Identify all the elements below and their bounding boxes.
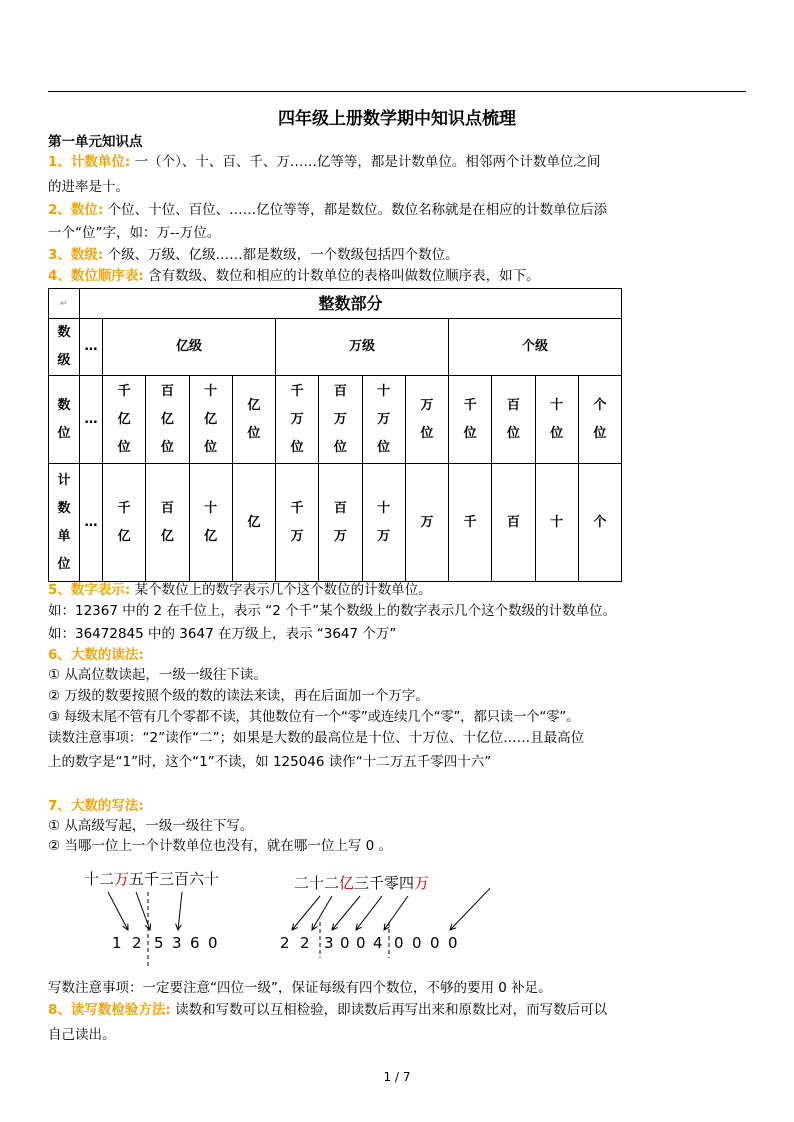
place-value-table (48, 288, 622, 582)
item-6-rule-3: ③ 每级末尾不管有几个零都不读，其他数位有一个“零”或连续几个“零”，都只读一个“零”。 (48, 709, 580, 725)
place-row (49, 376, 622, 464)
figure-left-digit: 0 (208, 934, 218, 952)
unit-row-label: 计 数 单 位 (49, 464, 80, 582)
item-5-text: 某个数位上的数字表示几个这个数位的计数单位。 (134, 582, 432, 598)
unit-cell: 万 (405, 464, 448, 582)
place-cell: 百 万 位 (319, 376, 362, 464)
item-6-note-a: 读数注意事项：“2”读作“二”；如果是大数的最高位是十位、十万位、十亿位……且最高位 (48, 730, 585, 746)
place-cell: 百 亿 位 (146, 376, 189, 464)
unit-cell: 十 万 (362, 464, 405, 582)
grade-ellipsis: … (80, 319, 103, 376)
item-4-label: 4、数位顺序表: (48, 268, 144, 284)
figure-right-word-1: 二十二 (294, 874, 340, 892)
unit-heading: 第一单元知识点 (48, 134, 143, 150)
unit-cell: 十 (535, 464, 578, 582)
figure-right-word-2: 亿 (339, 874, 355, 892)
unit-cell: 百 (492, 464, 535, 582)
figure-right-digit: 2 (300, 934, 310, 952)
figure-left-word-1: 十二 (84, 870, 115, 888)
table-corner (49, 289, 80, 319)
unit-cell: 十 亿 (189, 464, 232, 582)
place-row-label: 数 位 (49, 376, 80, 464)
item-6 (48, 645, 144, 665)
item-6-note-b: 上的数字是“1”时，这个“1”不读，如 125046 读作“十二万五千零四十六” (48, 754, 492, 770)
page-number: 1 / 7 (383, 1070, 411, 1084)
place-cell: 个 位 (578, 376, 621, 464)
place-cell: 千 万 位 (276, 376, 319, 464)
figure-right-digit: 0 (448, 934, 458, 952)
item-8-cont: 自己读出。 (48, 1027, 116, 1043)
item-3-label: 3、数级: (48, 247, 104, 263)
figure-arrow (450, 880, 490, 930)
figure-arrow (292, 896, 320, 930)
item-4-text: 含有数级、数位和相应的计数单位的表格叫做数位顺序表，如下。 (148, 268, 540, 284)
item-5 (48, 580, 432, 600)
unit-cell: 百 亿 (146, 464, 189, 582)
unit-cell: 个 (578, 464, 621, 582)
writing-figure (70, 862, 490, 972)
write-note: 写数注意事项：一定要注意“四位一级”，保证每级有四个数位，不够的要用 0 补足。 (48, 980, 552, 996)
unit-ellipsis: … (80, 464, 103, 582)
figure-right-digit: 0 (394, 934, 404, 952)
item-2-text: 个位、十位、百位、……亿位等等，都是数位。数位名称就是在相应的计数单位后添 (107, 202, 608, 218)
figure-right-digit: 0 (340, 934, 350, 952)
figure-left-word-3: 五千三百六十 (129, 870, 220, 888)
figure-arrow (312, 896, 332, 930)
figure-arrow (384, 896, 408, 930)
item-7-rule-2: ② 当哪一位上一个计数单位也没有，就在哪一位上写 0 。 (48, 838, 393, 854)
item-1 (48, 152, 600, 172)
item-6-label: 6、大数的读法: (48, 647, 144, 663)
figure-left-digit: 3 (172, 934, 182, 952)
item-2-cont: 一个“位”字，如：万--万位。 (48, 225, 221, 241)
unit-cell: 千 万 (276, 464, 319, 582)
item-3-text: 个级、万级、亿级……都是数级，一个数级包括四个数位。 (107, 247, 459, 263)
table-header: 整数部分 (80, 289, 622, 319)
unit-cell: 千 亿 (103, 464, 146, 582)
item-7-rule-1: ① 从高级写起，一级一级往下写。 (48, 818, 254, 834)
item-7 (48, 796, 144, 816)
grade-wan: 万级 (276, 319, 449, 376)
place-cell: 亿 位 (232, 376, 275, 464)
unit-cell: 千 (449, 464, 492, 582)
place-ellipsis: … (80, 376, 103, 464)
header-rule (48, 91, 746, 92)
figure-right-word-4: 万 (414, 874, 430, 892)
grade-ge: 个级 (449, 319, 622, 376)
unit-cell: 百 万 (319, 464, 362, 582)
item-2 (48, 200, 607, 220)
item-2-label: 2、数位: (48, 202, 104, 218)
grade-yi: 亿级 (103, 319, 276, 376)
figure-right-digit: 2 (280, 934, 290, 952)
place-cell: 千 位 (449, 376, 492, 464)
figure-arrow (108, 892, 128, 930)
unit-row (49, 464, 622, 582)
item-1-cont: 的进率是十。 (48, 179, 129, 195)
figure-arrow (332, 896, 360, 930)
place-cell: 十 位 (535, 376, 578, 464)
item-5-example-2: 如：36472845 中的 3647 在万级上，表示 “3647 个万” (48, 626, 397, 642)
item-3 (48, 245, 459, 265)
figure-left-digit: 5 (154, 934, 164, 952)
figure-left-digit: 1 (112, 934, 122, 952)
item-8-label: 8、读写数检验方法: (48, 1002, 171, 1018)
place-cell: 十 亿 位 (189, 376, 232, 464)
figure-right-word-3: 三千零四 (354, 874, 415, 892)
figure-arrow (356, 896, 382, 930)
item-8-text: 读数和写数可以互相检验，即读数后再写出来和原数比对，而写数后可以 (175, 1002, 608, 1018)
place-cell: 百 位 (492, 376, 535, 464)
item-1-label: 1、计数单位: (48, 154, 131, 170)
figure-left-digit: 6 (190, 934, 200, 952)
item-8 (48, 1000, 607, 1020)
figure-right-digit: 0 (430, 934, 440, 952)
item-6-rule-1: ① 从高位数读起，一级一级往下读。 (48, 667, 267, 683)
unit-cell: 亿 (232, 464, 275, 582)
place-cell: 万 位 (405, 376, 448, 464)
figure-arrow (136, 892, 150, 930)
item-7-label: 7、大数的写法: (48, 798, 144, 814)
place-cell: 十 万 位 (362, 376, 405, 464)
item-6-rule-2: ② 万级的数要按照个级的数的读法来读，再在后面加一个万字。 (48, 688, 429, 704)
item-4 (48, 266, 540, 286)
figure-right-digit: 3 (324, 934, 334, 952)
place-cell: 千 亿 位 (103, 376, 146, 464)
item-5-label: 5、数字表示: (48, 582, 131, 598)
paragraph-mark-icon: ↵ (60, 299, 68, 309)
figure-right-digit: 4 (373, 934, 383, 952)
grade-row-label: 数 级 (49, 319, 80, 376)
item-5-example-1: 如：12367 中的 2 在千位上，表示 “2 个千”某个数级上的数字表示几个这个数级的计数单位。 (48, 603, 617, 619)
figure-left-digit: 2 (132, 934, 142, 952)
figure-arrow (178, 892, 182, 930)
figure-left-word-2: 万 (114, 870, 130, 888)
page-title: 四年级上册数学期中知识点梳理 (278, 109, 516, 129)
item-1-text: 一（个）、十、百、千、万……亿等等，都是计数单位。相邻两个计数单位之间 (134, 154, 601, 170)
figure-right-digit: 0 (356, 934, 366, 952)
figure-right-digit: 0 (412, 934, 422, 952)
